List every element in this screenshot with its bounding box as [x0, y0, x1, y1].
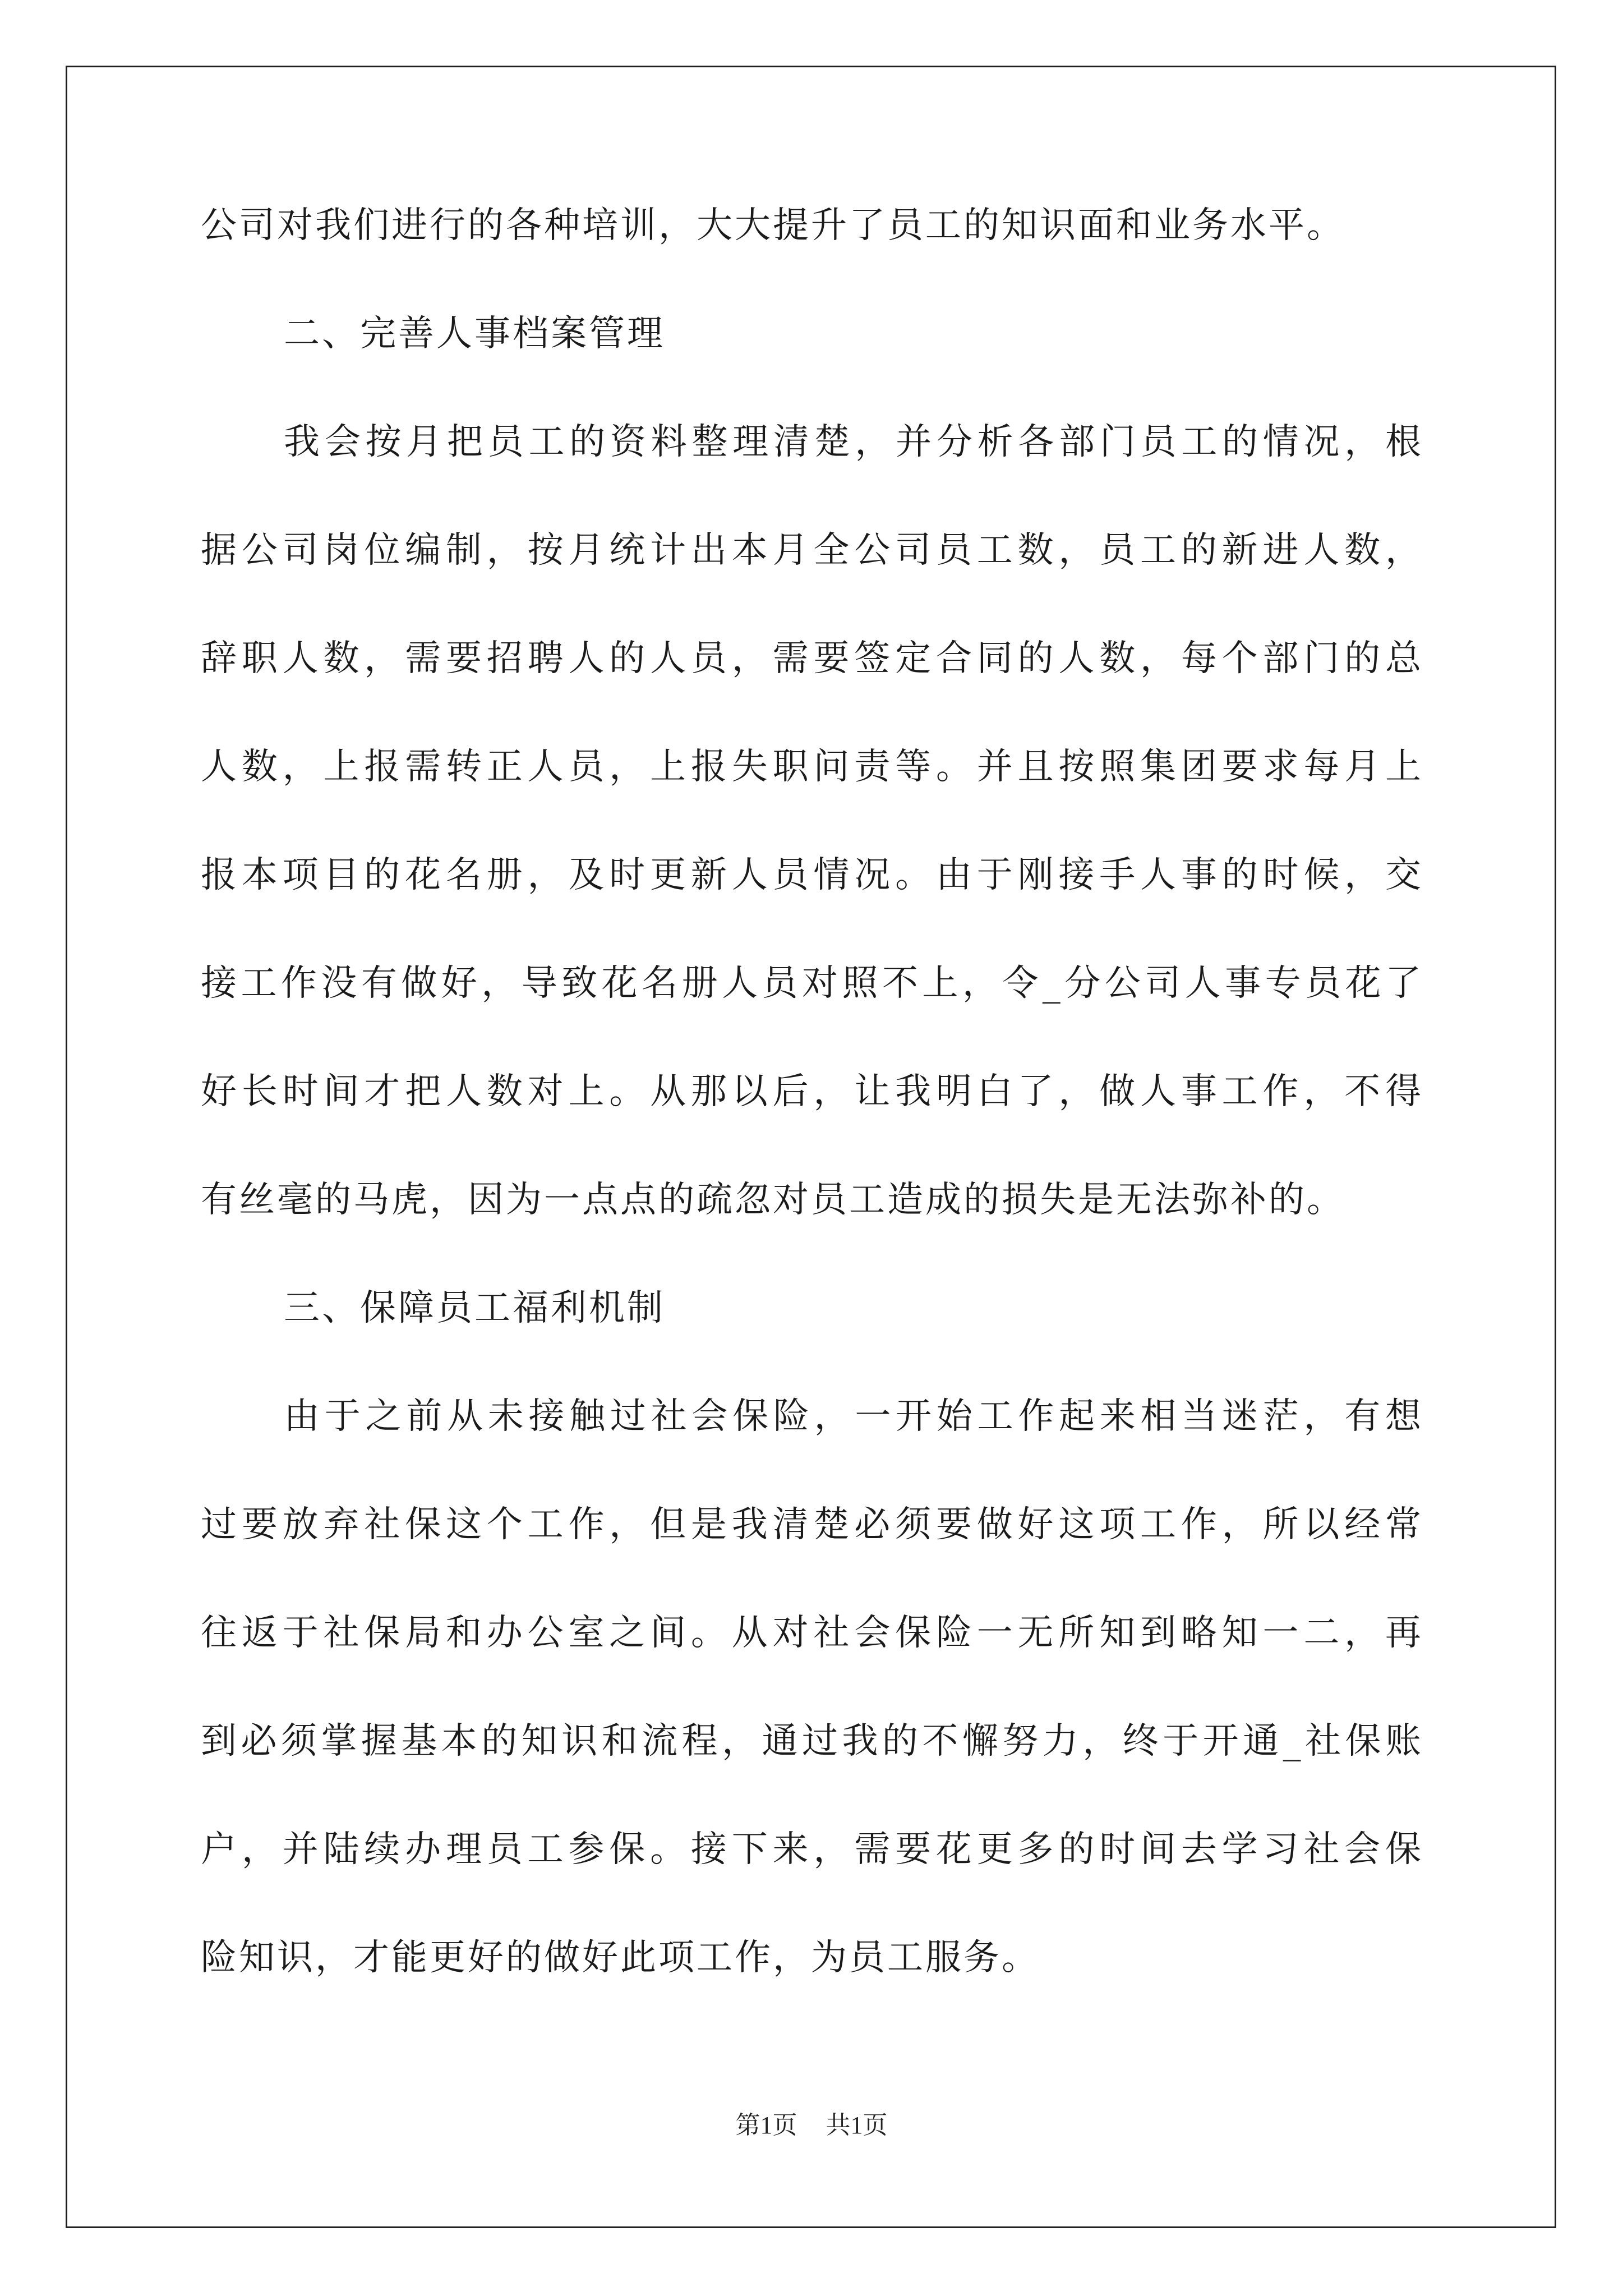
text-line: 接工作没有做好，导致花名册人员对照不上，令_分公司人事专员花了	[201, 963, 1423, 1004]
text-line: 好长时间才把人数对上。从那以后，让我明白了，做人事工作，不得	[201, 1071, 1423, 1112]
text-line: 往返于社保局和办公室之间。从对社会保险一无所知到略知一二，再	[201, 1612, 1423, 1654]
text-line: 由于之前从未接触过社会保险，一开始工作起来相当迷茫，有想	[284, 1396, 1423, 1437]
text-line: 我会按月把员工的资料整理清楚，并分析各部门员工的情况，根	[284, 421, 1423, 463]
text-line: 据公司岗位编制，按月统计出本月全公司员工数，员工的新进人数，	[201, 530, 1423, 571]
text-line: 人数，上报需转正人员，上报失职问责等。并且按照集团要求每月上	[201, 746, 1423, 788]
text-line: 险知识，才能更好的做好此项工作，为员工服务。	[201, 1937, 1040, 1978]
text-line: 户，并陆续办理员工参保。接下来，需要花更多的时间去学习社会保	[201, 1829, 1423, 1870]
text-line: 报本项目的花名册，及时更新人员情况。由于刚接手人事的时候，交	[201, 854, 1423, 896]
text-line: 过要放弃社保这个工作，但是我清楚必须要做好这项工作，所以经常	[201, 1504, 1423, 1545]
text-line: 辞职人数，需要招聘人的人员，需要签定合同的人数，每个部门的总	[201, 638, 1423, 679]
text-line: 二、完善人事档案管理	[284, 313, 665, 355]
text-line: 三、保障员工福利机制	[284, 1287, 665, 1329]
page-total: 共1页	[826, 2111, 888, 2139]
document-body	[201, 205, 1423, 2049]
page-number: 第1页	[735, 2111, 797, 2139]
text-line: 有丝毫的马虎，因为一点点的疏忽对员工造成的损失是无法弥补的。	[201, 1179, 1345, 1221]
text-line: 到必须掌握基本的知识和流程，通过我的不懈努力，终于开通_社保账	[201, 1720, 1423, 1762]
text-line: 公司对我们进行的各种培训，大大提升了员工的知识面和业务水平。	[201, 205, 1345, 246]
page-footer	[0, 2105, 1623, 2141]
